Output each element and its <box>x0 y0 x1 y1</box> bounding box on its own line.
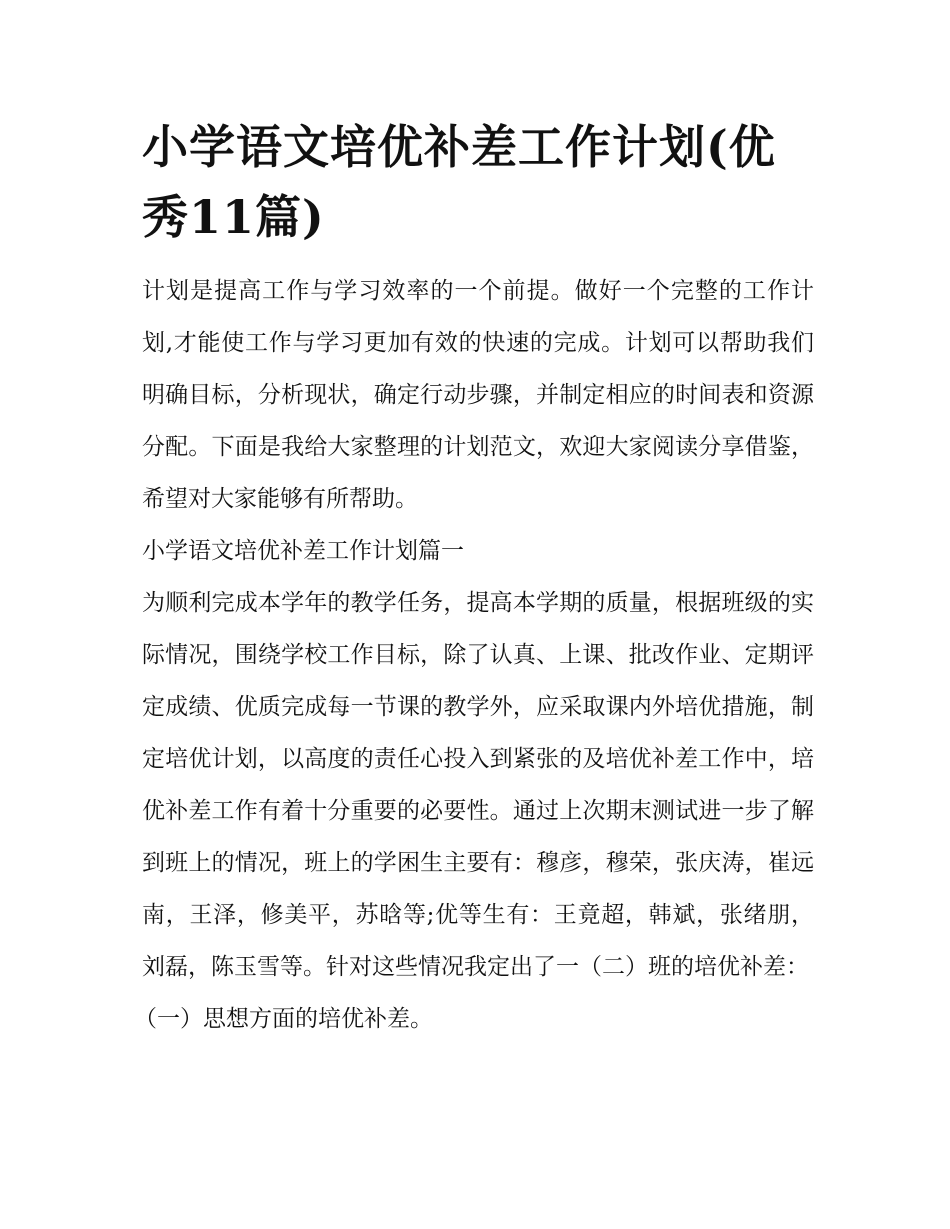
intro-paragraph: 计划是提高工作与学习效率的一个前提。做好一个完整的工作计划,才能使工作与学习更加有效的快速的完成。计划可以帮助我们明确目标，分析现状，确定行动步骤，并制定相应的时间表和资源分配。下面是我给大家整理的计划范文，欢迎大家阅读分享借鉴，希望对大家能够有所帮助。 <box>142 278 814 512</box>
subheading: （一）思想方面的培优补差。 <box>134 1006 433 1032</box>
section-heading: 小学语文培优补差工作计划篇一 <box>142 538 464 564</box>
document-title: 小学语文培优补差工作计划(优秀11篇) <box>142 120 776 244</box>
section-body-paragraph: 为顺利完成本学年的教学任务，提高本学期的质量，根据班级的实际情况，围绕学校工作目标，除了认真、上课、批改作业、定期评定成绩、优质完成每一节课的教学外，应采取课内外培优措施，制定培优计划，以高度的责任心投入到紧张的及培优补差工作中，培优补差工作有着十分重要的必要性。通过上次期末测试进一步了解到班上的情况，班上的学困生主要有：穆彦，穆荣，张庆涛，崔远南，王泽，修美平，苏晗等;优等生有：王竟超，韩斌，张绪朋，刘磊，陈玉雪等。针对这些情况我定出了一（二）班的培优补差： <box>142 590 814 980</box>
document-page <box>134 112 814 1045</box>
